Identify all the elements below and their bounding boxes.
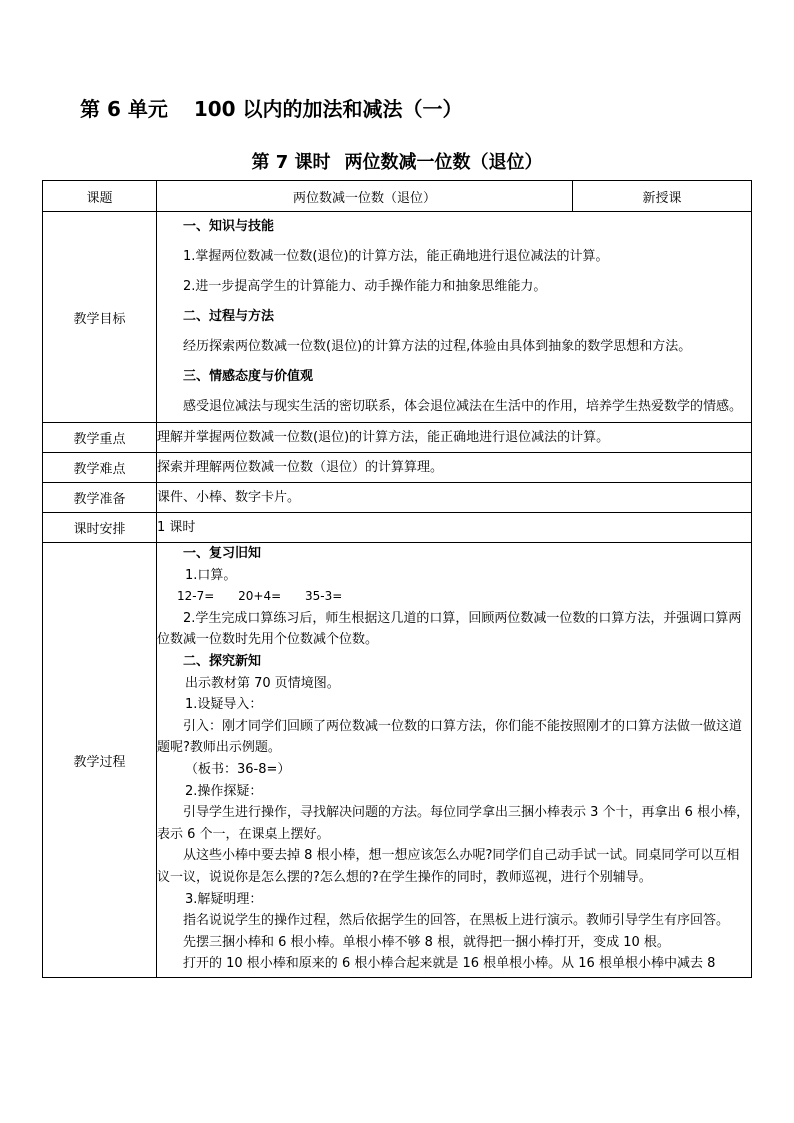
difficulty-label: 教学难点 [43,453,157,483]
unit-topic: 100 以内的加法和减法（一） [193,97,463,121]
oral-calc-list [177,586,751,608]
process-para-4: 1.设疑导入： [185,697,263,713]
key-point-row [43,423,752,453]
process-para-8: 引导学生进行操作，寻找解决问题的方法。每位同学拿出三捆小棒表示 3 个十，再拿出 6 根小棒，表示 6 个一，在课桌上摆好。 [157,805,750,842]
process-para-11: 指名说说学生的操作过程，然后依据学生的回答，在黑板上进行演示。教师引导学生有序回答。 [183,913,730,929]
preparation-row [43,483,752,513]
lesson-number: 第 7 课时 [251,152,331,173]
goals-label: 教学目标 [43,212,157,423]
lesson-plan-table [42,180,752,978]
header-row [43,181,752,212]
schedule-label: 课时安排 [43,513,157,543]
process-para-5: 引入：刚才同学们回顾了两位数减一位数的口算方法，你们能不能按照刚才的口算方法做一做这道题呢?教师出示例题。 [157,718,743,756]
header-subject: 两位数减一位数（退位） [157,181,573,212]
goals-section-3-title: 三、情感态度与价值观 [183,369,314,384]
oral-calc-item: 35-3= [304,589,343,604]
preparation-text: 课件、小棒、数字卡片。 [157,483,752,513]
goals-section-3-text: 感受退位减法与现实生活的密切联系，体会退位减法在生活中的作用，培养学生热爱数学的情感。 [183,399,743,414]
lesson-title [0,148,794,174]
goals-row [43,212,752,423]
oral-calc-item: 20+4= [238,589,282,604]
process-row [43,543,752,978]
schedule-row [43,513,752,543]
process-para-10: 3.解疑明理： [185,891,263,907]
goals-section-1-title: 一、知识与技能 [183,219,275,234]
process-para-12: 先摆三捆小棒和 6 根小棒。单根小棒不够 8 根，就得把一捆小棒打开，变成 10 根。 [183,934,670,950]
goals-section-1-item-2: 2.进一步提高学生的计算能力、动手操作能力和抽象思维能力。 [183,279,547,294]
header-lesson-type: 新授课 [573,181,752,212]
process-para-2: 2.学生完成口算练习后，师生根据这几道的口算，回顾两位数减一位数的口算方法，并强调口算两位数减一位数时先用个位数减个位数。 [157,610,742,648]
process-para-1: 1.口算。 [185,567,237,583]
key-point-text: 理解并掌握两位数减一位数(退位)的计算方法，能正确地进行退位减法的计算。 [157,423,752,453]
process-para-3: 出示教材第 70 页情境图。 [185,675,340,691]
process-content [157,543,752,978]
goals-section-1-item-1: 1.掌握两位数减一位数(退位)的计算方法，能正确地进行退位减法的计算。 [183,249,609,264]
goals-content [157,212,752,423]
header-label: 课题 [43,181,157,212]
lesson-name: 两位数减一位数（退位） [344,152,543,173]
process-para-6: （板书：36-8=） [185,761,291,777]
oral-calc-item: 12-7= [177,589,215,604]
difficulty-text: 探索并理解两位数减一位数（退位）的计算算理。 [157,453,752,483]
key-point-label: 教学重点 [43,423,157,453]
unit-number: 第 6 单元 [80,97,168,121]
schedule-text: 1 课时 [157,513,752,543]
process-para-9: 从这些小棒中要去掉 8 根小棒，想一想应该怎么办呢?同学们自己动手试一试。同桌同学可以互相议一议，说说你是怎么摆的?怎么想的?在学生操作的同时，教师巡视，进行个别辅导。 [157,848,740,885]
preparation-label: 教学准备 [43,483,157,513]
process-para-7: 2.操作探疑： [185,783,263,799]
unit-title [80,93,463,122]
process-heading-1: 一、复习旧知 [183,546,262,561]
process-para-13: 打开的 10 根小棒和原来的 6 根小棒合起来就是 16 根单根小棒。从 16 根单根小棒中减去 8 [183,956,716,972]
goals-section-2-text: 经历探索两位数减一位数(退位)的计算方法的过程,体验由具体到抽象的数学思想和方法。 [183,339,692,354]
difficulty-row [43,453,752,483]
goals-section-2-title: 二、过程与方法 [183,309,275,324]
process-heading-2: 二、探究新知 [183,653,262,669]
process-label: 教学过程 [43,543,157,978]
